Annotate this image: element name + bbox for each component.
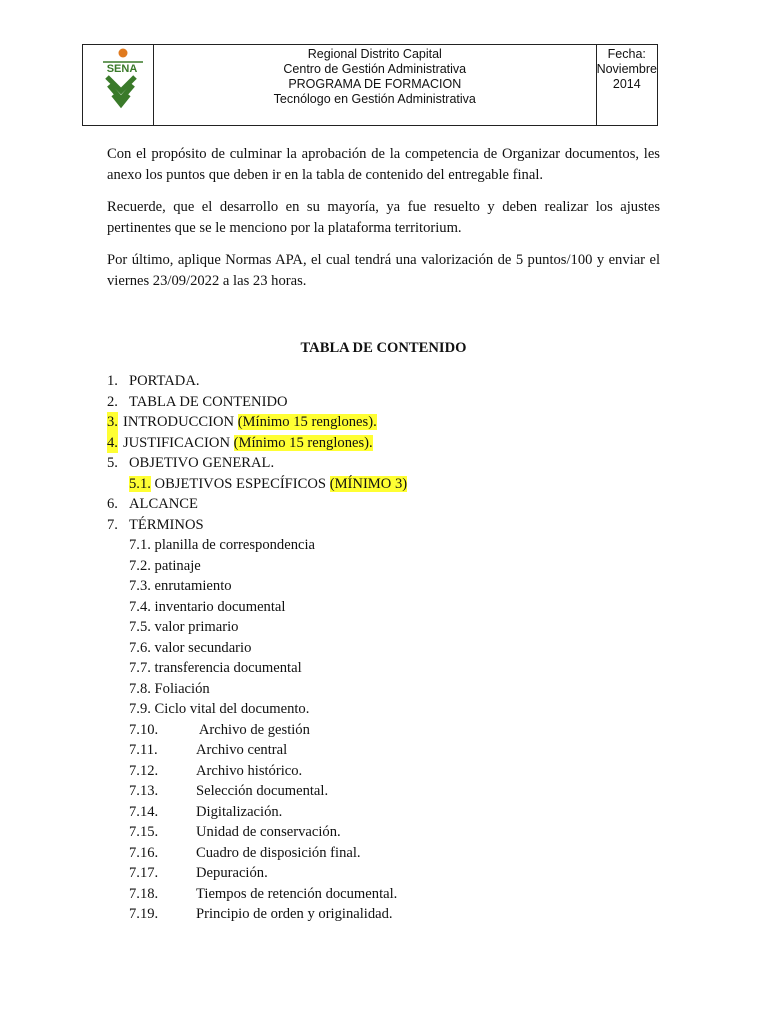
- term-item: 7.19. Principio de orden y originalidad.: [129, 906, 393, 922]
- toc-note: (MÍNIMO 3): [329, 475, 408, 492]
- logo-text: SENA: [106, 63, 138, 75]
- term-item: 7.7. transferencia documental: [129, 660, 302, 676]
- date-year: 2014: [612, 77, 641, 91]
- term-item: 7.12. Archivo histórico.: [129, 762, 303, 779]
- term-item: 7.4. inventario documental: [129, 598, 286, 615]
- term-item: 7.16. Cuadro de disposición final.: [129, 844, 361, 861]
- header-date: [596, 45, 657, 126]
- term-item: 7.9. Ciclo vital del documento.: [129, 701, 310, 717]
- header-info: [154, 45, 597, 126]
- header-line: Regional Distrito Capital: [307, 47, 442, 61]
- term-item: 7.10. Archivo de gestión: [129, 721, 310, 738]
- term-item: 7.8. Foliación: [129, 680, 210, 697]
- table-of-contents: [107, 371, 660, 925]
- toc-item: 5. OBJETIVO GENERAL.: [107, 455, 275, 471]
- toc-subitem: 5.1. OBJETIVOS ESPECÍFICOS (MÍNIMO 3): [129, 475, 408, 492]
- date-month: Noviembre: [596, 62, 657, 76]
- logo-cell: [83, 45, 154, 126]
- toc-note: (Mínimo 15 renglones).: [233, 434, 373, 451]
- intro-paragraph: Con el propósito de culminar la aprobación de la competencia de Organizar documentos, les anexo los puntos que deben ir en la tabla de contenido del entregable final.: [107, 146, 660, 183]
- term-item: 7.14. Digitalización.: [129, 803, 283, 820]
- toc-item: 3. INTRODUCCION (Mínimo 15 renglones).: [107, 412, 660, 433]
- sena-logo-icon: [83, 45, 153, 125]
- header-line: PROGRAMA DE FORMACION: [288, 77, 462, 91]
- toc-item: 2. TABLA DE CONTENIDO: [107, 393, 288, 410]
- header-line: Centro de Gestión Administrativa: [283, 62, 467, 76]
- term-item: 7.6. valor secundario: [129, 639, 252, 656]
- date-label: Fecha:: [607, 47, 646, 61]
- term-item: 7.18. Tiempos de retención documental.: [129, 885, 398, 902]
- term-item: 7.1. planilla de correspondencia: [129, 537, 316, 553]
- apa-paragraph: Por último, aplique Normas APA, el cual tendrá una valorización de 5 puntos/100 y enviar el viernes 23/09/2022 a las 23 horas.: [107, 252, 660, 289]
- term-item: 7.5. valor primario: [129, 619, 239, 635]
- term-item: 7.3. enrutamiento: [129, 578, 232, 594]
- toc-item: 1. PORTADA.: [107, 373, 200, 389]
- reminder-paragraph: Recuerde, que el desarrollo en su mayoría, ya fue resuelto y deben realizar los ajustes pertinentes que se le menciono por la plataforma territorium.: [107, 199, 660, 236]
- header-line: Tecnólogo en Gestión Administrativa: [273, 92, 476, 106]
- toc-item: 6. ALCANCE: [107, 496, 198, 512]
- toc-item: 4. JUSTIFICACION (Mínimo 15 renglones).: [107, 433, 660, 454]
- term-item: 7.11. Archivo central: [129, 742, 288, 758]
- toc-title: TABLA DE CONTENIDO: [300, 340, 467, 356]
- term-item: 7.13. Selección documental.: [129, 783, 329, 799]
- document-header: [82, 44, 658, 126]
- toc-item: 7. TÉRMINOS: [107, 516, 204, 533]
- term-item: 7.17. Depuración.: [129, 865, 268, 881]
- toc-note: (Mínimo 15 renglones).: [237, 414, 377, 430]
- term-item: 7.15. Unidad de conservación.: [129, 824, 341, 840]
- sena-logo: [83, 45, 153, 125]
- term-item: 7.2. patinaje: [129, 557, 201, 574]
